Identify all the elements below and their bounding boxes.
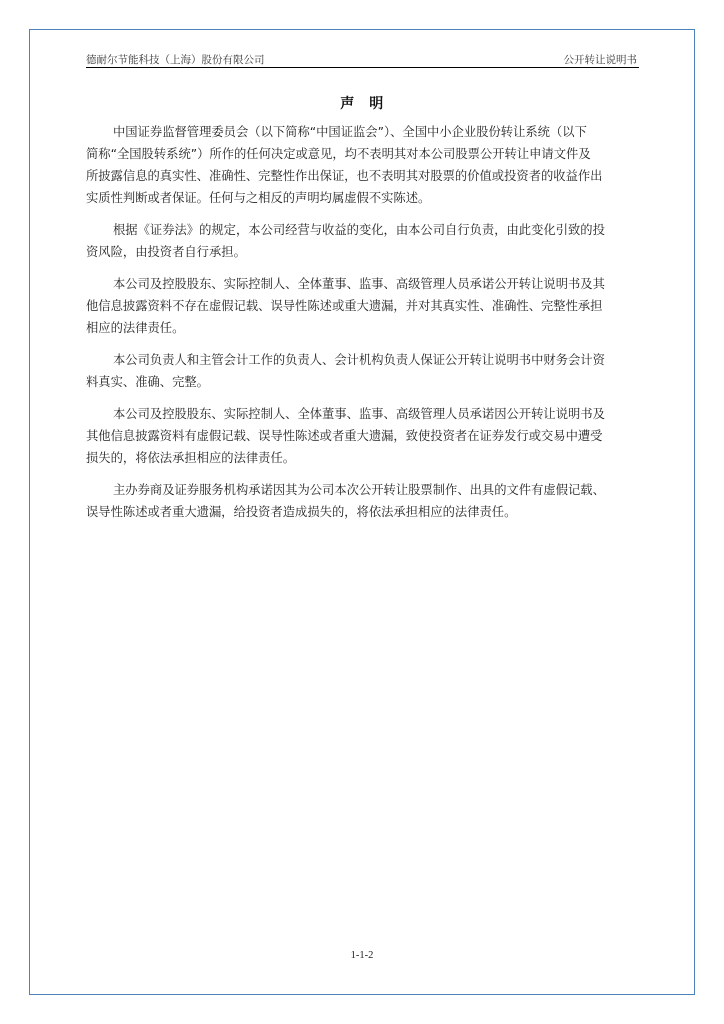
page-header (86, 50, 639, 68)
header-document-title: 公开转让说明书 (563, 54, 637, 66)
paragraph-csrc-disclaimer (86, 121, 639, 209)
paragraph-line: 相应的法律责任。 (86, 321, 185, 335)
paragraph-line: 本公司及控股股东、实际控制人、全体董事、监事、高级管理人员承诺公开转让说明书及其 (113, 277, 605, 291)
paragraph-line: 其他信息披露资料有虚假记载、误导性陈述或者重大遗漏，致使投资者在证券发行或交易中遭受 (86, 429, 603, 443)
paragraph-line: 实质性判断或者保证。任何与之相反的声明均属虚假不实陈述。 (86, 191, 431, 205)
paragraph-line: 根据《证券法》的规定，本公司经营与收益的变化，由本公司自行负责，由此变化引致的投 (113, 223, 605, 237)
paragraph-line: 他信息披露资料不存在虚假记载、误导性陈述或重大遗漏，并对其真实性、准确性、完整性承担 (86, 299, 603, 313)
paragraph-line: 主办券商及证券服务机构承诺因其为公司本次公开转让股票制作、出具的文件有虚假记载、 (113, 483, 605, 497)
page-number: 1-1-2 (350, 950, 374, 961)
header-company-name: 德耐尔节能科技（上海）股份有限公司 (86, 54, 265, 66)
paragraph-liability-commitment (86, 403, 639, 469)
paragraph-broker-commitment (86, 479, 639, 523)
paragraph-line: 所披露信息的真实性、准确性、完整性作出保证，也不表明其对股票的价值或投资者的收益作出 (86, 169, 603, 183)
declaration-body (86, 121, 639, 523)
paragraph-securities-law (86, 219, 639, 263)
paragraph-company-commitment (86, 273, 639, 339)
paragraph-line: 料真实、准确、完整。 (86, 375, 209, 389)
paragraph-line: 中国证券监督管理委员会（以下简称“中国证监会”）、全国中小企业股份转让系统（以下 (113, 125, 587, 139)
paragraph-line: 本公司负责人和主管会计工作的负责人、会计机构负责人保证公开转让说明书中财务会计资 (113, 353, 605, 367)
paragraph-line: 误导性陈述或者重大遗漏，给投资者造成损失的，将依法承担相应的法律责任。 (86, 505, 517, 519)
paragraph-line: 本公司及控股股东、实际控制人、全体董事、监事、高级管理人员承诺因公开转让说明书及 (113, 407, 605, 421)
declaration-title: 声 明 (340, 96, 384, 112)
paragraph-line: 损失的，将依法承担相应的法律责任。 (86, 451, 296, 465)
paragraph-line: 资风险，由投资者自行承担。 (86, 245, 246, 259)
paragraph-financial-accuracy (86, 349, 639, 393)
paragraph-line: 简称“全国股转系统”）所作的任何决定或意见，均不表明其对本公司股票公开转让申请文件及 (86, 147, 591, 161)
